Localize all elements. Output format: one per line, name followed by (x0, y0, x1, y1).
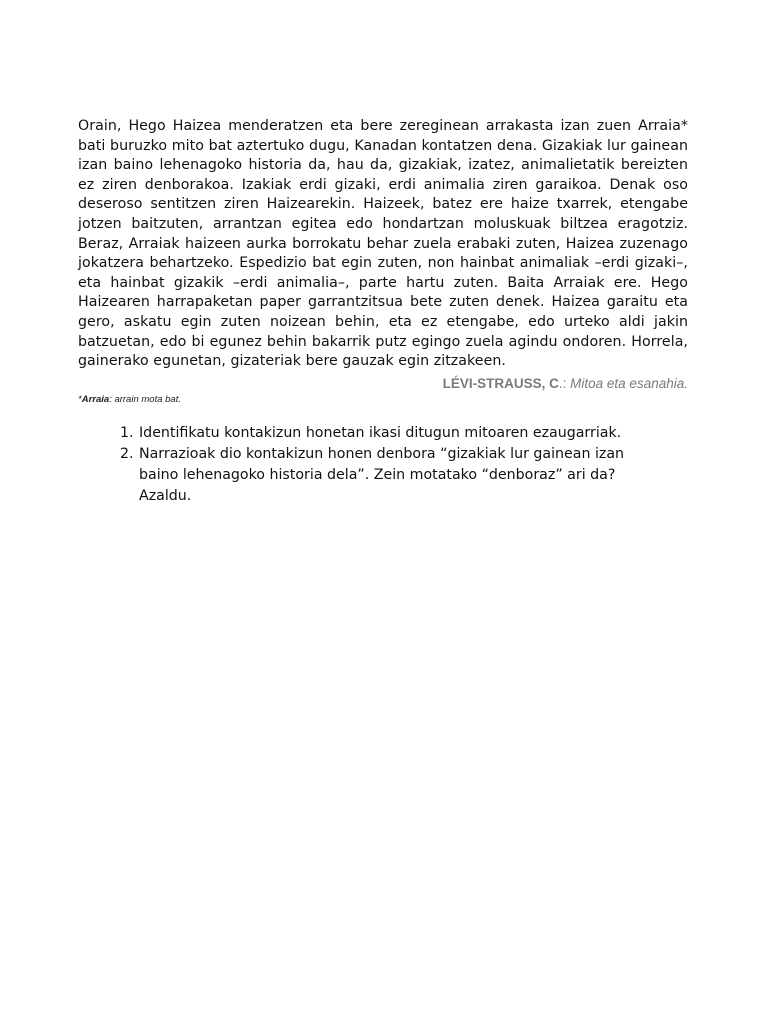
document-page (78, 117, 688, 507)
question-number: 1. (120, 424, 134, 441)
question-text: Identifikatu kontakizun honetan ikasi ditugun mitoaren ezaugarriak. (139, 424, 622, 441)
footnote-definition: : arrain mota bat. (109, 393, 181, 405)
footnote-term: Arraia (81, 393, 110, 405)
question-text: Narrazioak dio kontakizun honen denbora “gizakiak lur gainean izan baino lehenagoko historia dela”. Zein motatako “denboraz” ari da? Azaldu. (139, 445, 625, 504)
footnote-marker: * (78, 393, 82, 405)
question-item (120, 423, 660, 444)
question-list (78, 423, 660, 507)
citation-title: Mitoa eta esanahia. (570, 375, 688, 391)
passage-paragraph: Orain, Hego Haizea menderatzen eta bere zereginean arrakasta izan zuen Arraia* bati buruzko mito bat aztertuko dugu, Kanadan kontatzen dena. Gizakiak lur gainean izan baino lehenagoko historia da, hau da, gizakiak, izatez, animalietatik bereizten ez ziren denborakoa. Izakiak erdi gizaki, erdi animalia ziren garaikoa. Denak oso deseroso sentitzen ziren Haizearekin. Haizeek, batez ere haize txarrek, etengabe jotzen baitzuten, arrantzan egitea edo hondartzan moluskuak biltzea eragotziz. Beraz, Arraiak haizeen aurka borrokatu behar zuela erabaki zuten, Haizea zuzenago jokatzera behartzeko. Espedizio bat egin zuten, non hainbat animaliak –erdi gizaki–, eta hainbat gizakik –erdi animalia–, parte hartu zuten. Baita Arraiak ere. Hego Haizearen harrapaketan paper garrantzitsua bete zuten denek. Haizea garaitu eta gero, askatu egin zuten noizean behin, eta ez etengabe, edo urteko aldi jakin batzuetan, edo bi egunez behin bakarrik putz egingo zuela agindu ondoren. Horrela, gainerako egunetan, gizateriak bere gauzak egin zitzakeen. (78, 118, 688, 370)
citation-author: LÉVI-STRAUSS, C (442, 375, 559, 391)
citation-separator: .: (558, 375, 571, 391)
question-item (120, 444, 660, 507)
citation (78, 375, 688, 392)
question-number: 2. (120, 445, 134, 462)
footnote (78, 394, 688, 406)
